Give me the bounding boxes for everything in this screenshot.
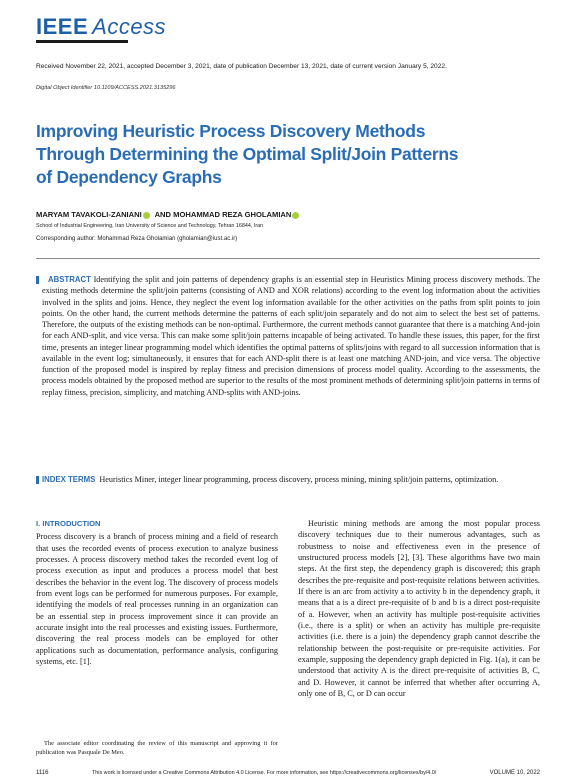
affiliation: School of Industrial Engineering, Iran University of Science and Technology, Tehran 16844, Iran	[36, 223, 264, 229]
author-line	[36, 210, 302, 219]
author-2: AND MOHAMMAD REZA GHOLAMIAN	[154, 210, 292, 219]
orcid-icon[interactable]	[143, 212, 150, 219]
license-note[interactable]: This work is licensed under a Creative Commons Attribution 4.0 License. For more information, see https://creativecommons.org/licenses/by/4.0/	[92, 770, 437, 776]
index-terms-heading: INDEX TERMS	[42, 475, 96, 484]
journal-logo	[36, 14, 166, 40]
abstract	[36, 274, 540, 398]
abstract-marker	[36, 276, 39, 284]
index-terms	[36, 474, 540, 485]
left-column	[36, 518, 278, 667]
intro-heading: I. INTRODUCTION	[36, 519, 101, 528]
section-divider	[36, 258, 540, 259]
index-terms-marker	[36, 476, 39, 484]
abstract-heading: ABSTRACT	[48, 275, 91, 284]
index-terms-text: Heuristics Miner, integer linear programming, process discovery, process mining, mining split/join patterns, optimization.	[99, 475, 499, 484]
logo-underline	[36, 40, 128, 43]
intro-paragraph-2: Heuristic mining methods are among the most popular process discovery techniques due to their numerous advantages, such as robustness to noise and effectiveness even in the presence of unstructured process models [2], [3]. These algorithms have two main steps. At the first step, the dependency graph is discovered; this graph describes the pre-requisite and post-requisite relations between activities. If there is an arc from activity a to activity b in the dependency graph, it means that a is a direct pre-requisite of b and b is a direct post-requisite of a. However, when an activity has multiple post-requisite activities (i.e., there is a split) or when an activity has multiple pre-requisite activities (i.e. there is a join) the dependency graph cannot describe the relationship between the post-requisite or pre-requisite activities. For example, supposing the dependency graph depicted in Fig. 1(a), it can be understood that activity A is the direct pre-requisite of activities B, C, and D. However, it cannot be inferred that whether after occurring A, only one of B, C, or D can occur	[298, 519, 540, 699]
page-number: 1116	[36, 770, 49, 776]
right-column	[298, 518, 540, 700]
author-1: MARYAM TAVAKOLI-ZANIANI	[36, 210, 142, 219]
logo-accent: Access	[92, 14, 167, 39]
logo-main: IEEE	[36, 14, 89, 39]
corresponding-author: Corresponding author: Mohammad Reza Gholamian (gholamian@iust.ac.ir)	[36, 236, 238, 242]
publication-dates: Received November 22, 2021, accepted December 3, 2021, date of publication December 13, 2021, date of current version January 5, 2022.	[36, 63, 447, 70]
orcid-icon[interactable]	[292, 212, 299, 219]
paper-title: Improving Heuristic Process Discovery Methods Through Determining the Optimal Split/Join Patterns of Dependency Graphs	[36, 121, 459, 187]
abstract-text: Identifying the split and join patterns of dependency graphs is an essential step in Heuristics Mining process discovery methods. The existing methods determine the split/join patterns (consisting of AND and XOR relations) according to the event log information about the activities involved in the splits and joins. Hence, they neglect the event log information available for the other activities on the paths from split points to join points. On the other hand, the current methods determine the patterns of each split/join separately and do not aim to select the best set of patterns. Therefore, the outputs of the existing methods can be non-optimal. Furthermore, the current methods cannot guarantee that there is a matching And-join for each AND-split, and vice versa. This can make some split/join patterns incapable of being activated. To handle these issues, this paper, for the first time, presents an integer linear programming model which identifies the optimal patterns of splits/joins with regard to all succession information that is available in the event log; simultaneously, it ensures that for each AND-split there is at least one matching AND-join, and vice versa. The objective function of the proposed model is inspired by replay fitness and precision dimensions of process model quality. According to the assessments, the process models obtained by the proposed method are superior to the results of the most prominent methods of determining split/join patterns in terms of replay fitness, precision, simplicity, and matching AND-splits with AND-joins.	[42, 275, 540, 397]
intro-paragraph-1: Process discovery is a branch of process mining and a field of research that uses the recorded events of process execution to analyze business processes. A process discovery method takes the recorded event log of process execution as input and produces a process model that best describes the behavior in the event log. The discovery of process models from event logs can be performed for numerous purposes. For example, identifying the models of real processes running in an organization can be an essential step in process improvement since it can provide an accurate insight into the real processes and existing issues. Furthermore, discovering the real process models can be employed for other applications such as documentation, performance analysis, configuring systems, etc. [1].	[36, 532, 278, 667]
volume: VOLUME 10, 2022	[489, 770, 540, 776]
doi[interactable]: Digital Object Identifier 10.1109/ACCESS.2021.3135296	[36, 85, 176, 91]
footnote: The associate editor coordinating the review of this manuscript and approving it for publication was Pasquale De Meo.	[36, 740, 278, 756]
